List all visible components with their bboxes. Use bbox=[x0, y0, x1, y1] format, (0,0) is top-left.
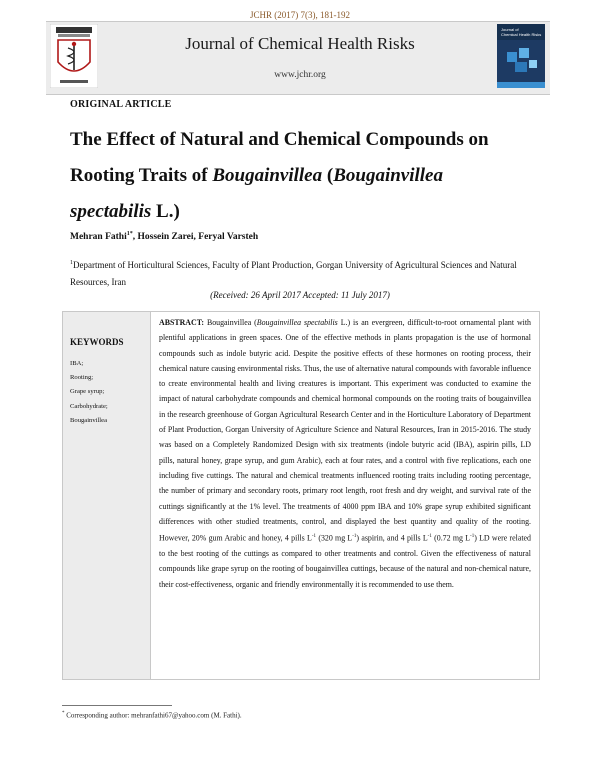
title-genus: Bougainvillea bbox=[212, 165, 323, 186]
author-rest: , Hossein Zarei, Feryal Varsteh bbox=[132, 232, 259, 243]
abstract-superscript: -1 bbox=[352, 534, 357, 540]
keywords-list bbox=[70, 357, 108, 428]
abstract-text bbox=[159, 315, 531, 592]
keyword-item: Rooting; bbox=[70, 374, 94, 382]
abstract-part: ) LD were related to the best rooting of the cuttings as compared to other treatments and control. Given the effectiveness of natural compounds like grape syrup on the rooting of bougainvillea cuttings, because of the natural and non-chemical nature, their cost-effectiveness, organic and friendly environmentally it is recommended to use them. bbox=[159, 533, 531, 589]
keywords-panel bbox=[62, 311, 151, 680]
footnote-text[interactable]: Corresponding author: mehranfathi67@yahoo.com (M. Fathi). bbox=[64, 711, 242, 720]
author-list bbox=[70, 231, 258, 242]
title-species-genus: Bougainvillea bbox=[333, 165, 443, 186]
abstract-part: L.) is an evergreen, difficult-to-root ornamental plant with plentiful applications in green spaces. One of the effective methods in plants propagation is the use of hormonal compounds such as indole butyric acid. Despite the positive effects of these hormones on rooting process, their chemical nature causing environmental risks. Thus, the use of alternative natural compounds with favorable influence to create environmental health and living creatures is important. This experiment was conducted to examine the impact of natural carbohydrate compounds and chemical hormonal compounds on the rooting traits of bougainvillea in the research greenhouse of Gorgan Agricultural Research Center and in the Horticulture Laboratory of Department of Plant Production, Gorgan University of Agriculture Science and Natural Resources, Iran in 2015-2016. The study was based on a Completely Randomized Design with six treatments (indole butyric acid (IBA), aspirin pills, LD pills, natural honey, grape syrup, and gum Arabic), each at four rates, and a control with five replications, each one including five cuttings. The natural and chemical treatments influenced rooting traits including rooting percentage, the number of primary and secondary roots, primary root length, root fresh and dry weight, and survival rate of the cuttings significantly at the 1% level. The treatments of 4000 ppm IBA and 10% grape syrup exhibited significant differences with other studied treatments, control, and displayed the best quantity and quality of the rooting. However, 20% gum Arabic and honey, 4 pills L bbox=[159, 318, 531, 543]
affiliation-mark: 1 bbox=[70, 260, 73, 266]
svg-text:Chemical Health Risks: Chemical Health Risks bbox=[501, 32, 542, 37]
title-line-2-prefix: Rooting Traits of bbox=[70, 165, 213, 186]
footnote-divider bbox=[62, 705, 172, 706]
title-species-epithet: spectabilis bbox=[70, 201, 152, 222]
svg-text:Journal of: Journal of bbox=[501, 27, 519, 32]
author-first-marks: 1* bbox=[126, 231, 133, 237]
author-first: Mehran Fathi bbox=[70, 232, 127, 243]
title-line-1: The Effect of Natural and Chemical Compounds on bbox=[70, 129, 489, 150]
article-title bbox=[70, 122, 540, 230]
abstract-label: ABSTRACT: bbox=[159, 318, 205, 327]
journal-cover-image bbox=[497, 24, 545, 88]
keywords-heading: KEYWORDS bbox=[70, 337, 124, 347]
keyword-item: IBA; bbox=[70, 360, 84, 367]
corresponding-author-footnote bbox=[62, 711, 242, 719]
received-accepted-dates: (Received: 26 April 2017 Accepted: 11 July 2017) bbox=[210, 290, 390, 300]
title-line-2 bbox=[70, 158, 540, 194]
journal-url[interactable]: www.jchr.org bbox=[274, 70, 326, 80]
title-line-3-suffix: L.) bbox=[151, 201, 180, 222]
article-type: ORIGINAL ARTICLE bbox=[70, 99, 172, 110]
abstract-part: (320 mg L bbox=[316, 533, 353, 543]
affiliation-text: Department of Horticultural Sciences, Faculty of Plant Production, Gorgan University of Agricultural Sciences and Natural Resources, Iran bbox=[70, 260, 517, 287]
abstract-superscript: -1 bbox=[470, 534, 475, 540]
journal-header-band bbox=[46, 21, 550, 95]
abstract-part: Bougainvillea ( bbox=[204, 318, 257, 327]
abstract-superscript: -1 bbox=[427, 534, 432, 540]
abstract-superscript: -1 bbox=[311, 534, 317, 540]
affiliation bbox=[70, 255, 540, 291]
keyword-item: Carbohydrate; bbox=[70, 402, 108, 410]
abstract-part: (0.72 mg L bbox=[431, 533, 471, 543]
abstract-part: ) aspirin, and 4 pills L bbox=[356, 533, 428, 543]
journal-citation: JCHR (2017) 7(3), 181-192 bbox=[250, 10, 350, 20]
footnote-mark: * bbox=[62, 711, 65, 716]
keyword-item: Bougainvillea bbox=[70, 416, 107, 424]
journal-title: Journal of Chemical Health Risks bbox=[185, 34, 415, 53]
abstract-panel bbox=[151, 311, 540, 680]
title-line-3 bbox=[70, 194, 540, 230]
abstract-species-name: Bougainvillea spectabilis bbox=[256, 318, 338, 327]
keyword-item: Grape syrup; bbox=[70, 388, 105, 396]
title-open-paren: ( bbox=[322, 165, 334, 186]
